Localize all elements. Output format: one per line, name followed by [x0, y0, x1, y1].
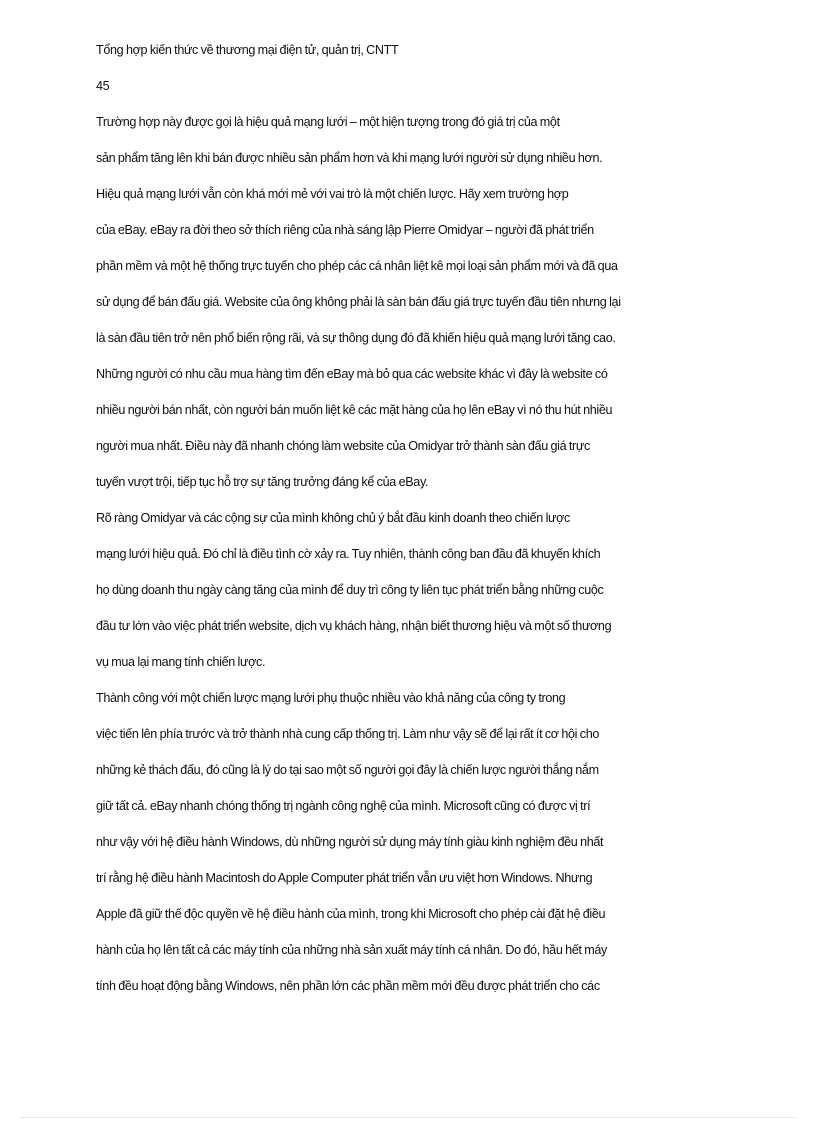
- text-line: những kẻ thách đấu, đó cũng là lý do tại sao một số người gọi đây là chiến lược người thắng nắm: [96, 763, 599, 777]
- text-line: là sàn đầu tiên trở nên phổ biến rộng rãi, và sự thông dụng đó đã khiến hiệu quả mạng lưới tăng cao.: [96, 331, 616, 345]
- text-line: đầu tư lớn vào việc phát triển website, dịch vụ khách hàng, nhận biết thương hiệu và một số thương: [96, 619, 612, 633]
- text-line: người mua nhất. Điều này đã nhanh chóng làm website của Omidyar trở thành sàn đấu giá trực: [96, 439, 590, 453]
- text-line: mạng lưới hiệu quả. Đó chỉ là điều tình cờ xảy ra. Tuy nhiên, thành công ban đầu đã khuyến khích: [96, 547, 601, 561]
- text-line: của eBay. eBay ra đời theo sở thích riêng của nhà sáng lập Pierre Omidyar – người đã phát triển: [96, 223, 594, 237]
- text-line: họ dùng doanh thu ngày càng tăng của mình để duy trì công ty liên tục phát triển bằng những cuộc: [96, 583, 604, 597]
- text-line: sử dụng để bán đấu giá. Website của ông không phải là sàn bán đấu giá trực tuyến đầu tiên nhưng lại: [96, 295, 621, 309]
- text-line: hành của họ lên tất cả các máy tính của những nhà sản xuất máy tính cá nhân. Do đó, hầu hết máy: [96, 943, 607, 957]
- text-line: Những người có nhu cầu mua hàng tìm đến eBay mà bỏ qua các website khác vì đây là website có: [96, 367, 608, 381]
- text-line: như vậy với hệ điều hành Windows, dù những người sử dụng máy tính giàu kinh nghiệm đều nhất: [96, 835, 604, 849]
- text-line: Rõ ràng Omidyar và các cộng sự của mình không chủ ý bắt đầu kinh doanh theo chiến lược: [96, 511, 570, 525]
- text-line: Apple đã giữ thế độc quyền về hệ điều hành của mình, trong khi Microsoft cho phép cài đặt hệ điều: [96, 907, 606, 921]
- page-bottom-divider: [20, 1117, 796, 1118]
- page-number: 45: [96, 79, 110, 93]
- text-line: giữ tất cả. eBay nhanh chóng thống trị ngành công nghệ của mình. Microsoft cũng có được vị trí: [96, 799, 591, 813]
- text-line: Thành công với một chiến lược mạng lưới phụ thuộc nhiều vào khả năng của công ty trong: [96, 691, 566, 705]
- text-line: Trường hợp này được gọi là hiệu quả mạng lưới – một hiện tượng trong đó giá trị của một: [96, 115, 560, 129]
- document-header: Tổng hợp kiến thức về thương mại điện tử, quản trị, CNTT: [96, 43, 399, 57]
- text-line: Hiệu quả mạng lưới vẫn còn khá mới mẻ với vai trò là một chiến lược. Hãy xem trường hợp: [96, 187, 569, 201]
- text-line: tuyến vượt trội, tiếp tục hỗ trợ sự tăng trưởng đáng kể của eBay.: [96, 475, 429, 489]
- text-line: việc tiến lên phía trước và trở thành nhà cung cấp thống trị. Làm như vậy sẽ để lại rất ít cơ hội cho: [96, 727, 600, 741]
- text-line: tính đều hoạt động bằng Windows, nên phần lớn các phần mềm mới đều được phát triển cho các: [96, 979, 600, 993]
- text-line: trí rằng hệ điều hành Macintosh do Apple Computer phát triển vẫn ưu việt hơn Windows. Nhưng: [96, 871, 593, 885]
- text-line: sản phẩm tăng lên khi bán được nhiều sản phẩm hơn và khi mạng lưới người sử dụng nhiều hơn.: [96, 151, 603, 165]
- text-line: phần mềm và một hệ thống trực tuyến cho phép các cá nhân liệt kê mọi loại sản phẩm mới và đã qua: [96, 259, 618, 273]
- text-line: vụ mua lại mang tính chiến lược.: [96, 655, 266, 669]
- text-line: nhiều người bán nhất, còn người bán muốn liệt kê các mặt hàng của họ lên eBay vì nó thu hút nhiều: [96, 403, 613, 417]
